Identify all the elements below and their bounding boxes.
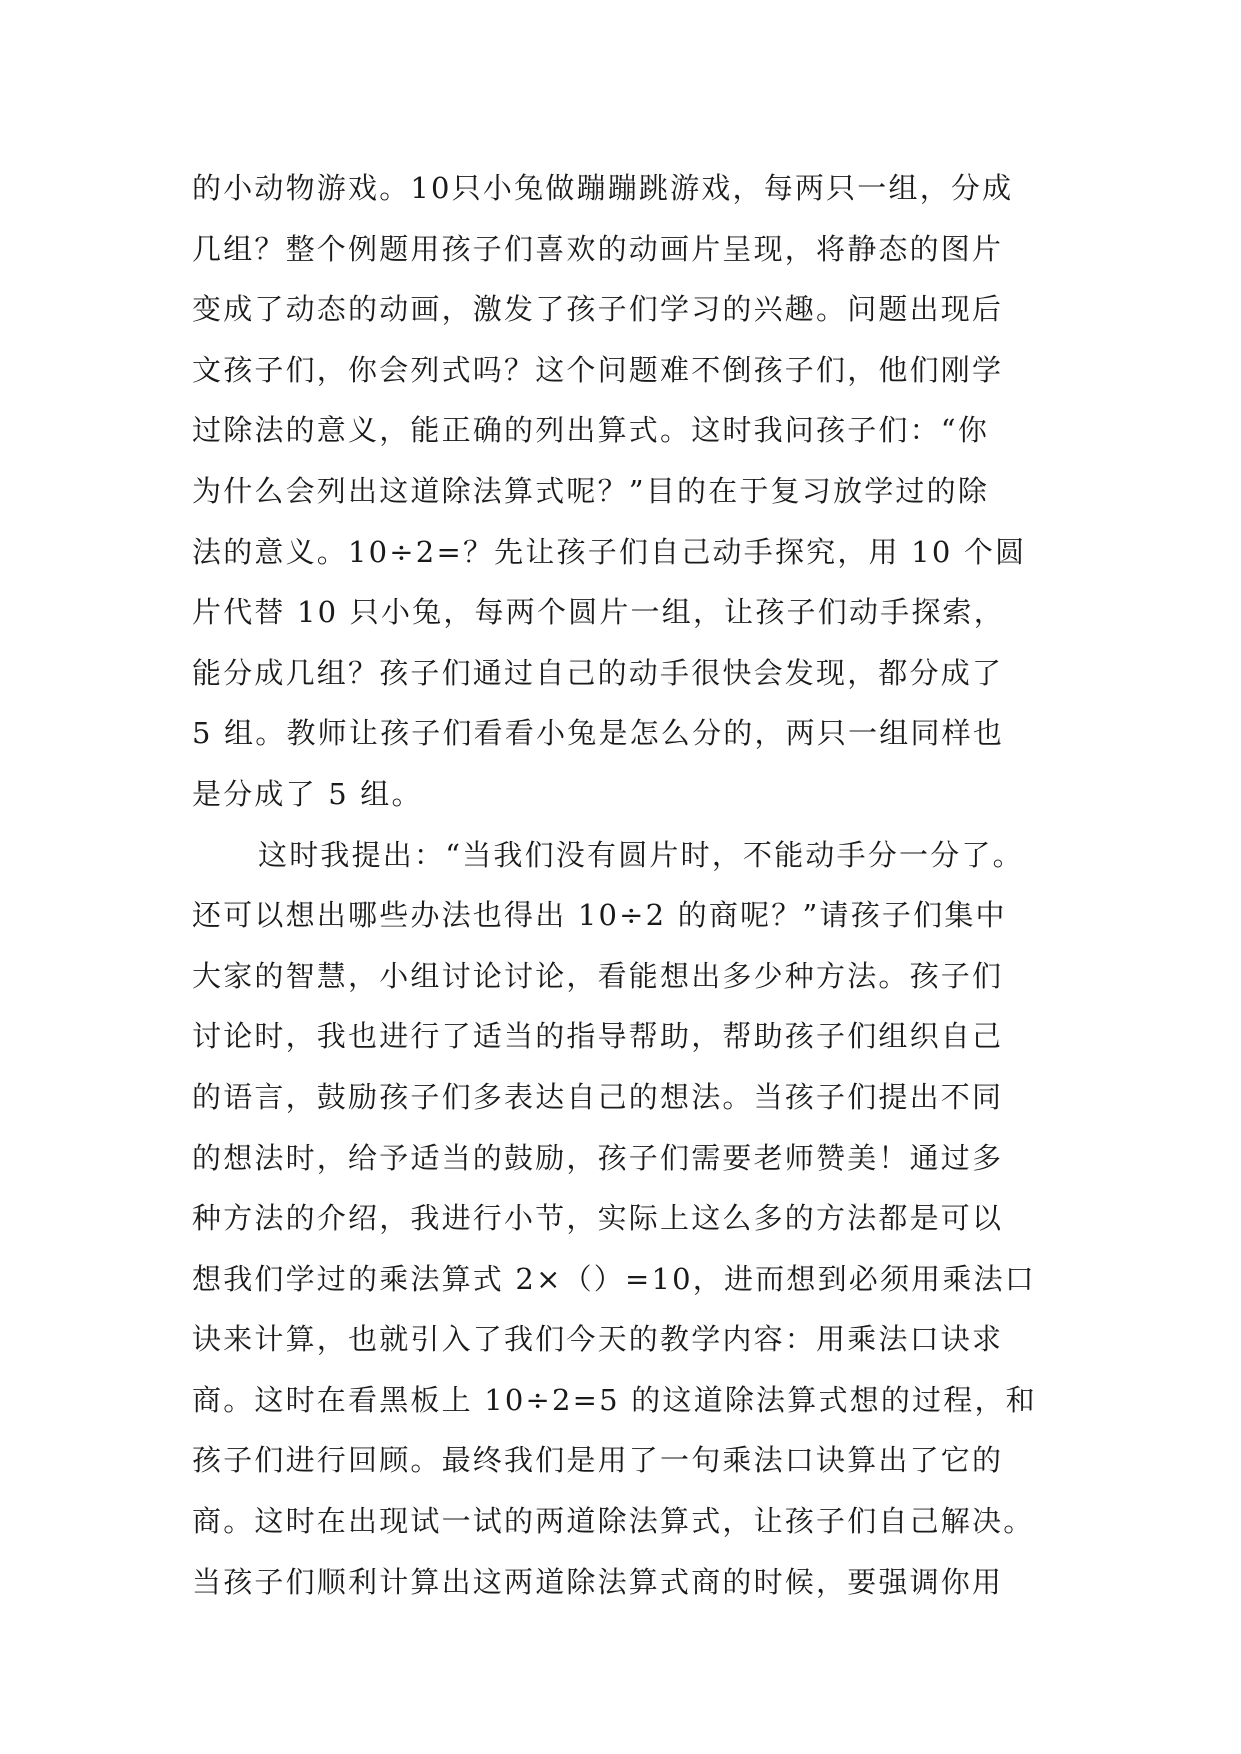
text-line: 的想法时，给予适当的鼓励，孩子们需要老师赞美！通过多: [192, 1140, 1004, 1175]
text-line: 法的意义。10÷2=？先让孩子们自己动手探究，用 10 个圆: [192, 534, 1027, 569]
text-line: 还可以想出哪些办法也得出 10÷2 的商呢？”请孩子们集中: [192, 898, 1007, 933]
text-line: 商。这时在看黑板上 10÷2=5 的这道除法算式想的过程，和: [192, 1382, 1037, 1417]
body-text: [192, 158, 1072, 1612]
text-line: 变成了动态的动画，激发了孩子们学习的兴趣。问题出现后: [192, 292, 1004, 327]
text-line: 能分成几组？孩子们通过自己的动手很快会发现，都分成了: [192, 655, 1004, 690]
text-line: 5 组。教师让孩子们看看小兔是怎么分的，两只一组同样也: [192, 716, 1005, 751]
text-line: 当孩子们顺利计算出这两道除法算式商的时候，要强调你用: [192, 1564, 1004, 1599]
text-line: 讨论时，我也进行了适当的指导帮助，帮助孩子们组织自己: [192, 1019, 1004, 1054]
paragraph-start-line: 这时我提出：“当我们没有圆片时，不能动手分一分了。: [258, 837, 1024, 872]
text-line: 片代替 10 只小兔，每两个圆片一组，让孩子们动手探索，: [192, 595, 1005, 630]
text-line: 想我们学过的乘法算式 2×（）=10，进而想到必须用乘法口: [192, 1261, 1036, 1296]
text-line: 过除法的意义，能正确的列出算式。这时我问孩子们：“你: [192, 413, 990, 448]
text-line: 商。这时在出现试一试的两道除法算式，让孩子们自己解决。: [192, 1504, 1035, 1539]
text-line: 为什么会列出这道除法算式呢？”目的在于复习放学过的除: [192, 473, 990, 508]
text-line: 是分成了 5 组。: [192, 776, 423, 811]
text-line: 大家的智慧，小组讨论讨论，看能想出多少种方法。孩子们: [192, 958, 1004, 993]
text-line: 的小动物游戏。10只小兔做蹦蹦跳游戏，每两只一组，分成: [192, 171, 1014, 205]
text-line: 几组？整个例题用孩子们喜欢的动画片呈现，将静态的图片: [192, 231, 1004, 266]
text-line: 的语言，鼓励孩子们多表达自己的想法。当孩子们提出不同: [192, 1079, 1004, 1114]
text-line: 种方法的介绍，我进行小节，实际上这么多的方法都是可以: [192, 1201, 1004, 1236]
text-line: 诀来计算，也就引入了我们今天的教学内容：用乘法口诀求: [192, 1322, 1004, 1357]
text-line: 文孩子们，你会列式吗？这个问题难不倒孩子们，他们刚学: [192, 352, 1004, 387]
text-line: 孩子们进行回顾。最终我们是用了一句乘法口诀算出了它的: [192, 1443, 1004, 1478]
